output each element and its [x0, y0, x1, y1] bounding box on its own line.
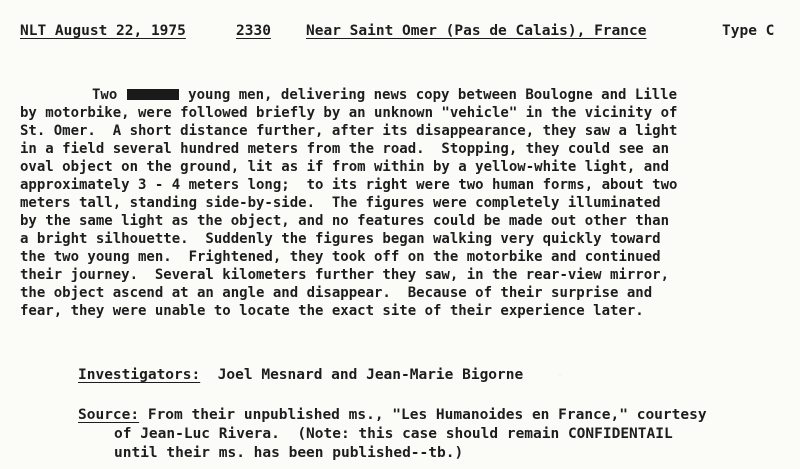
investigators-section	[78, 366, 523, 385]
narrative-line: fear, they were unable to locate the exact site of their experience later.	[20, 303, 644, 319]
investigators-label: Investigators:	[78, 367, 201, 383]
narrative-line: by the same light as the object, and no features could be made out other than	[20, 213, 670, 229]
narrative-line: St. Omer. A short distance further, after its disappearance, they saw a light	[20, 123, 678, 139]
narrative-line: in a field several hundred meters from the road. Stopping, they could see an	[20, 141, 670, 157]
source-text: From their unpublished ms., "Les Humanoides en France," courtesy	[147, 407, 707, 423]
narrative-line: oval object on the ground, lit as if from within by a yellow-white light, and	[20, 159, 670, 175]
narrative-text: Two	[92, 87, 118, 103]
narrative-line: their journey. Several kilometers further they saw, in the rear-view mirror,	[20, 267, 670, 283]
time-heading: 2330	[236, 23, 271, 39]
redaction-mark	[127, 89, 179, 100]
source-label: Source:	[78, 407, 140, 423]
source-line	[78, 406, 707, 425]
location-heading: Near Saint Omer (Pas de Calais), France	[306, 23, 647, 39]
narrative-line: by motorbike, were followed briefly by an unknown "vehicle" in the vicinity of	[20, 105, 678, 121]
narrative-line: the object ascend at an angle and disappear. Because of their surprise and	[20, 285, 653, 301]
investigators-value: Joel Mesnard and Jean-Marie Bigorne	[217, 367, 524, 383]
narrative-line: meters tall, standing side-by-side. The figures were completely illuminated	[20, 195, 661, 211]
narrative-line	[92, 86, 677, 104]
source-line: until their ms. has been published--tb.)	[114, 445, 464, 461]
narrative-line: the two young men. Frightened, they took off on the motorbike and continued	[20, 249, 661, 265]
narrative-line: approximately 3 - 4 meters long; to its right were two human forms, about two	[20, 177, 678, 193]
narrative-line: a bright silhouette. Suddenly the figures began walking very quickly toward	[20, 231, 661, 247]
source-line: of Jean-Luc Rivera. (Note: this case should remain CONFIDENTAIL	[114, 426, 673, 442]
date-heading: NLT August 22, 1975	[20, 23, 186, 39]
narrative-text: young men, delivering news copy between Boulogne and Lille	[188, 87, 678, 103]
case-type: Type C	[722, 23, 775, 39]
